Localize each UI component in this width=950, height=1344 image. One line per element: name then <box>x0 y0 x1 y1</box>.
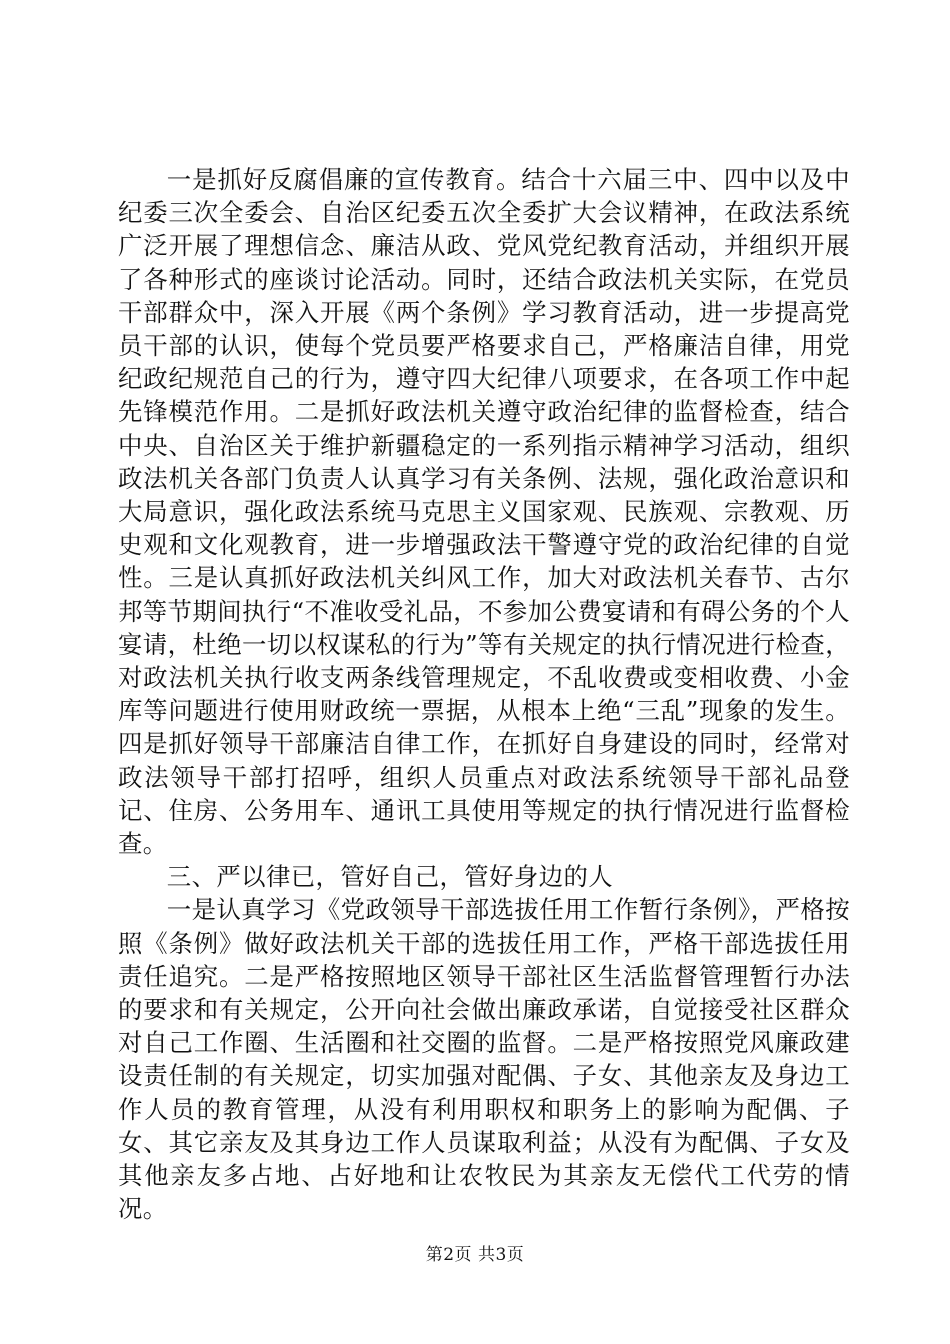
document-body <box>118 163 850 1226</box>
page-footer: 第2页 共3页 <box>425 1245 525 1265</box>
section-paragraph-1: 一是认真学习《党政领导干部选拔任用工作暂行条例》，严格按照《条例》做好政法机关干部的选拔任用工作，严格干部选拔任用责任追究。二是严格按照地区领导干部社区生活监督管理暂行办法的要求和有关规定，公开向社会做出廉政承诺，自觉接受社区群众对自己工作圈、生活圈和社交圈的监督。二是严格按照党风廉政建设责任制的有关规定，切实加强对配偶、子女、其他亲友及身边工作人员的教育管理，从没有利用职权和职务上的影响为配偶、子女、其它亲友及其身边工作人员谋取利益；从没有为配偶、子女及其他亲友多占地、占好地和让农牧民为其亲友无偿代工代劳的情况。 <box>118 895 850 1224</box>
body-paragraph-1: 一是抓好反腐倡廉的宣传教育。结合十六届三中、四中以及中纪委三次全委会、自治区纪委五次全委扩大会议精神，在政法系统广泛开展了理想信念、廉洁从政、党风党纪教育活动，并组织开展了各种形式的座谈讨论活动。同时，还结合政法机关实际，在党员干部群众中，深入开展《两个条例》学习教育活动，进一步提高党员干部的认识，使每个党员要严格要求自己，严格廉洁自律，用党纪政纪规范自己的行为，遵守四大纪律八项要求，在各项工作中起先锋模范作用。二是抓好政法机关遵守政治纪律的监督检查，结合中央、自治区关于维护新疆稳定的一系列指示精神学习活动，组织政法机关各部门负责人认真学习有关条例、法规，强化政治意识和大局意识，强化政法系统马克思主义国家观、民族观、宗教观、历史观和文化观教育，进一步增强政法干警遵守党的政治纪律的自觉性。三是认真抓好政法机关纠风工作，加大对政法机关春节、古尔邦等节期间执行“不准收受礼品，不参加公费宴请和有碍公务的个人宴请，杜绝一切以权谋私的行为”等有关规定的执行情况进行检查，对政法机关执行收支两条线管理规定，不乱收费或变相收费、小金库等问题进行使用财政统一票据，从根本上绝“三乱”现象的发生。四是抓好领导干部廉洁自律工作，在抓好自身建设的同时，经常对政法领导干部打招呼，组织人员重点对政法系统领导干部礼品登记、住房、公务用车、通讯工具使用等规定的执行情况进行监督检查。 <box>118 165 850 859</box>
section-heading: 三、严以律已，管好自己，管好身边的人 <box>166 862 614 892</box>
